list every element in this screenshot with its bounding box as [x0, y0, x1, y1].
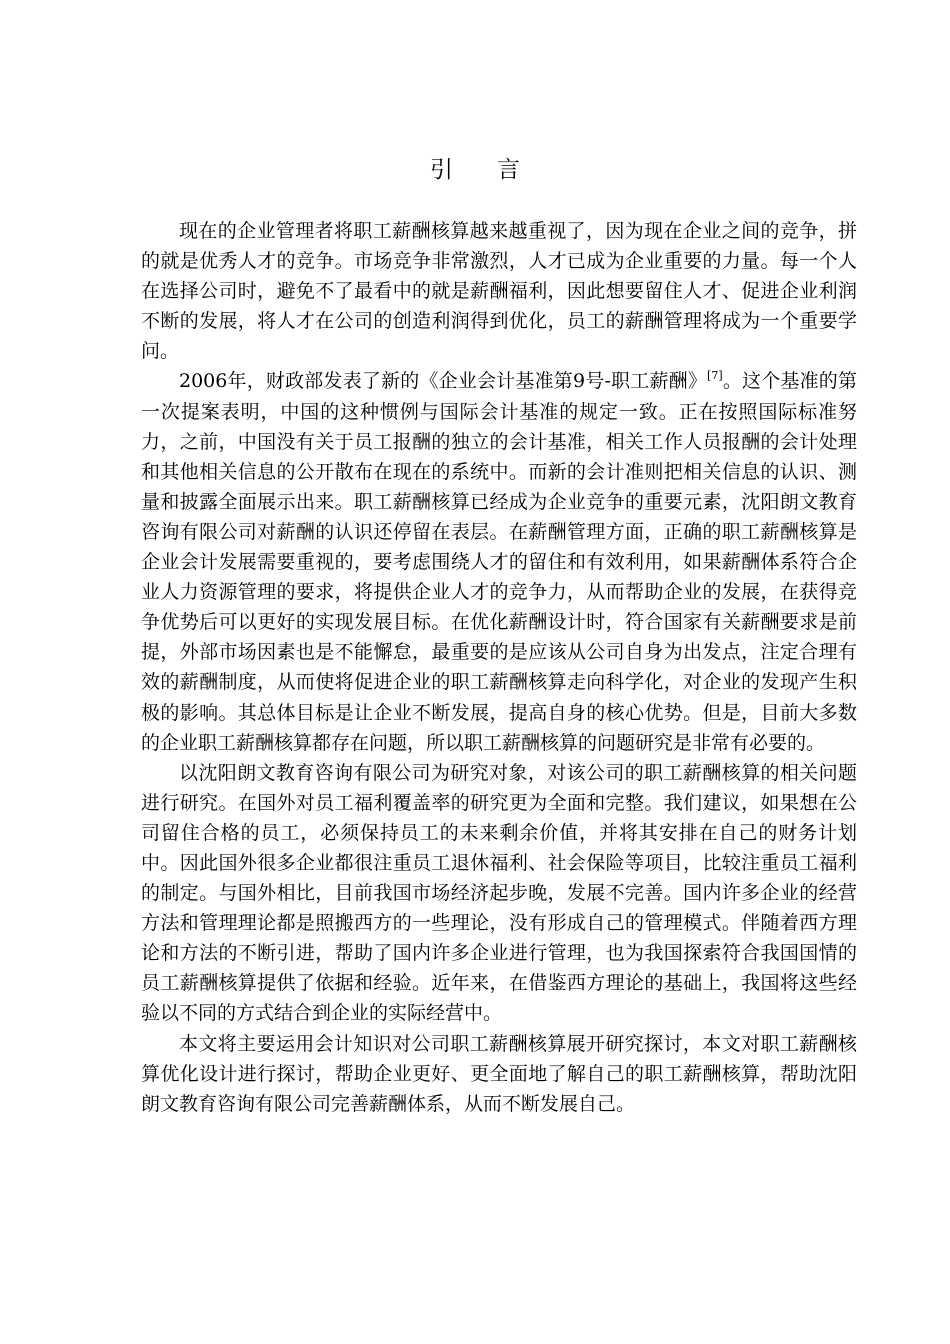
paragraph-4: 本文将主要运用会计知识对公司职工薪酬核算展开研究探讨，本文对职工薪酬核算优化设计进行探讨，帮助企业更好、更全面地了解自己的职工薪酬核算，帮助沈阳朗文教育咨询有限公司完善薪酬体系，从而不断发展自己。 [141, 1032, 857, 1115]
paragraph-3: 以沈阳朗文教育咨询有限公司为研究对象，对该公司的职工薪酬核算的相关问题进行研究。在国外对员工福利覆盖率的研究更为全面和完整。我们建议，如果想在公司留住合格的员工，必须保持员工的未来剩余价值，并将其安排在自己的财务计划中。因此国外很多企业都很注重员工退休福利、社会保险等项目，比较注重员工福利的制定。与国外相比，目前我国市场经济起步晚，发展不完善。国内许多企业的经营方法和管理理论都是照搬西方的一些理论，没有形成自己的管理模式。伴随着西方理论和方法的不断引进，帮助了国内许多企业进行管理，也为我国探索符合我国国情的员工薪酬核算提供了依据和经验。近年来，在借鉴西方理论的基础上，我国将这些经验以不同的方式结合到企业的实际经营中。 [141, 761, 857, 1025]
paragraph-2-text-before: 2006年，财政部发表了新的《企业会计基准第9号-职工薪酬》 [179, 370, 708, 393]
paragraph-1: 现在的企业管理者将职工薪酬核算越来越重视了，因为现在企业之间的竞争，拼的就是优秀人才的竞争。市场竞争非常激烈，人才已成为企业重要的力量。每一个人在选择公司时，避免不了最看中的就是薪酬福利，因此想要留住人才、促进企业利润不断的发展，将人才在公司的创造利润得到优化，员工的薪酬管理将成为一个重要学问。 [141, 220, 857, 363]
section-title: 引言 [430, 157, 564, 183]
body-text [141, 216, 857, 1119]
citation-marker: [7] [707, 369, 723, 383]
paragraph-2 [141, 366, 857, 757]
paragraph-2-text-after: 。这个基准的第一次提案表明，中国的这种惯例与国际会计基准的规定一致。正在按照国际标准努力，之前，中国没有关于员工报酬的独立的会计基准，相关工作人员报酬的会计处理和其他相关信息的公开散布在现在的系统中。而新的会计准则把相关信息的认识、测量和披露全面展示出来。职工薪酬核算已经成为企业竞争的重要元素，沈阳朗文教育咨询有限公司对薪酬的认识还停留在表层。在薪酬管理方面，正确的职工薪酬核算是企业会计发展需要重视的，要考虑围绕人才的留住和有效利用，如果薪酬体系符合企业人力资源管理的要求，将提供企业人才的竞争力，从而帮助企业的发展，在获得竞争优势后可以更好的实现发展目标。在优化薪酬设计时，符合国家有关薪酬要求是前提，外部市场因素也是不能懈怠，最重要的是应该从公司自身为出发点，注定合理有效的薪酬制度，从而使将促进企业的职工薪酬核算走向科学化，对企业的发现产生积极的影响。其总体目标是让企业不断发展，提高自身的核心优势。但是，目前大多数的企业职工薪酬核算都存在问题，所以职工薪酬核算的问题研究是非常有必要的。 [141, 370, 857, 754]
